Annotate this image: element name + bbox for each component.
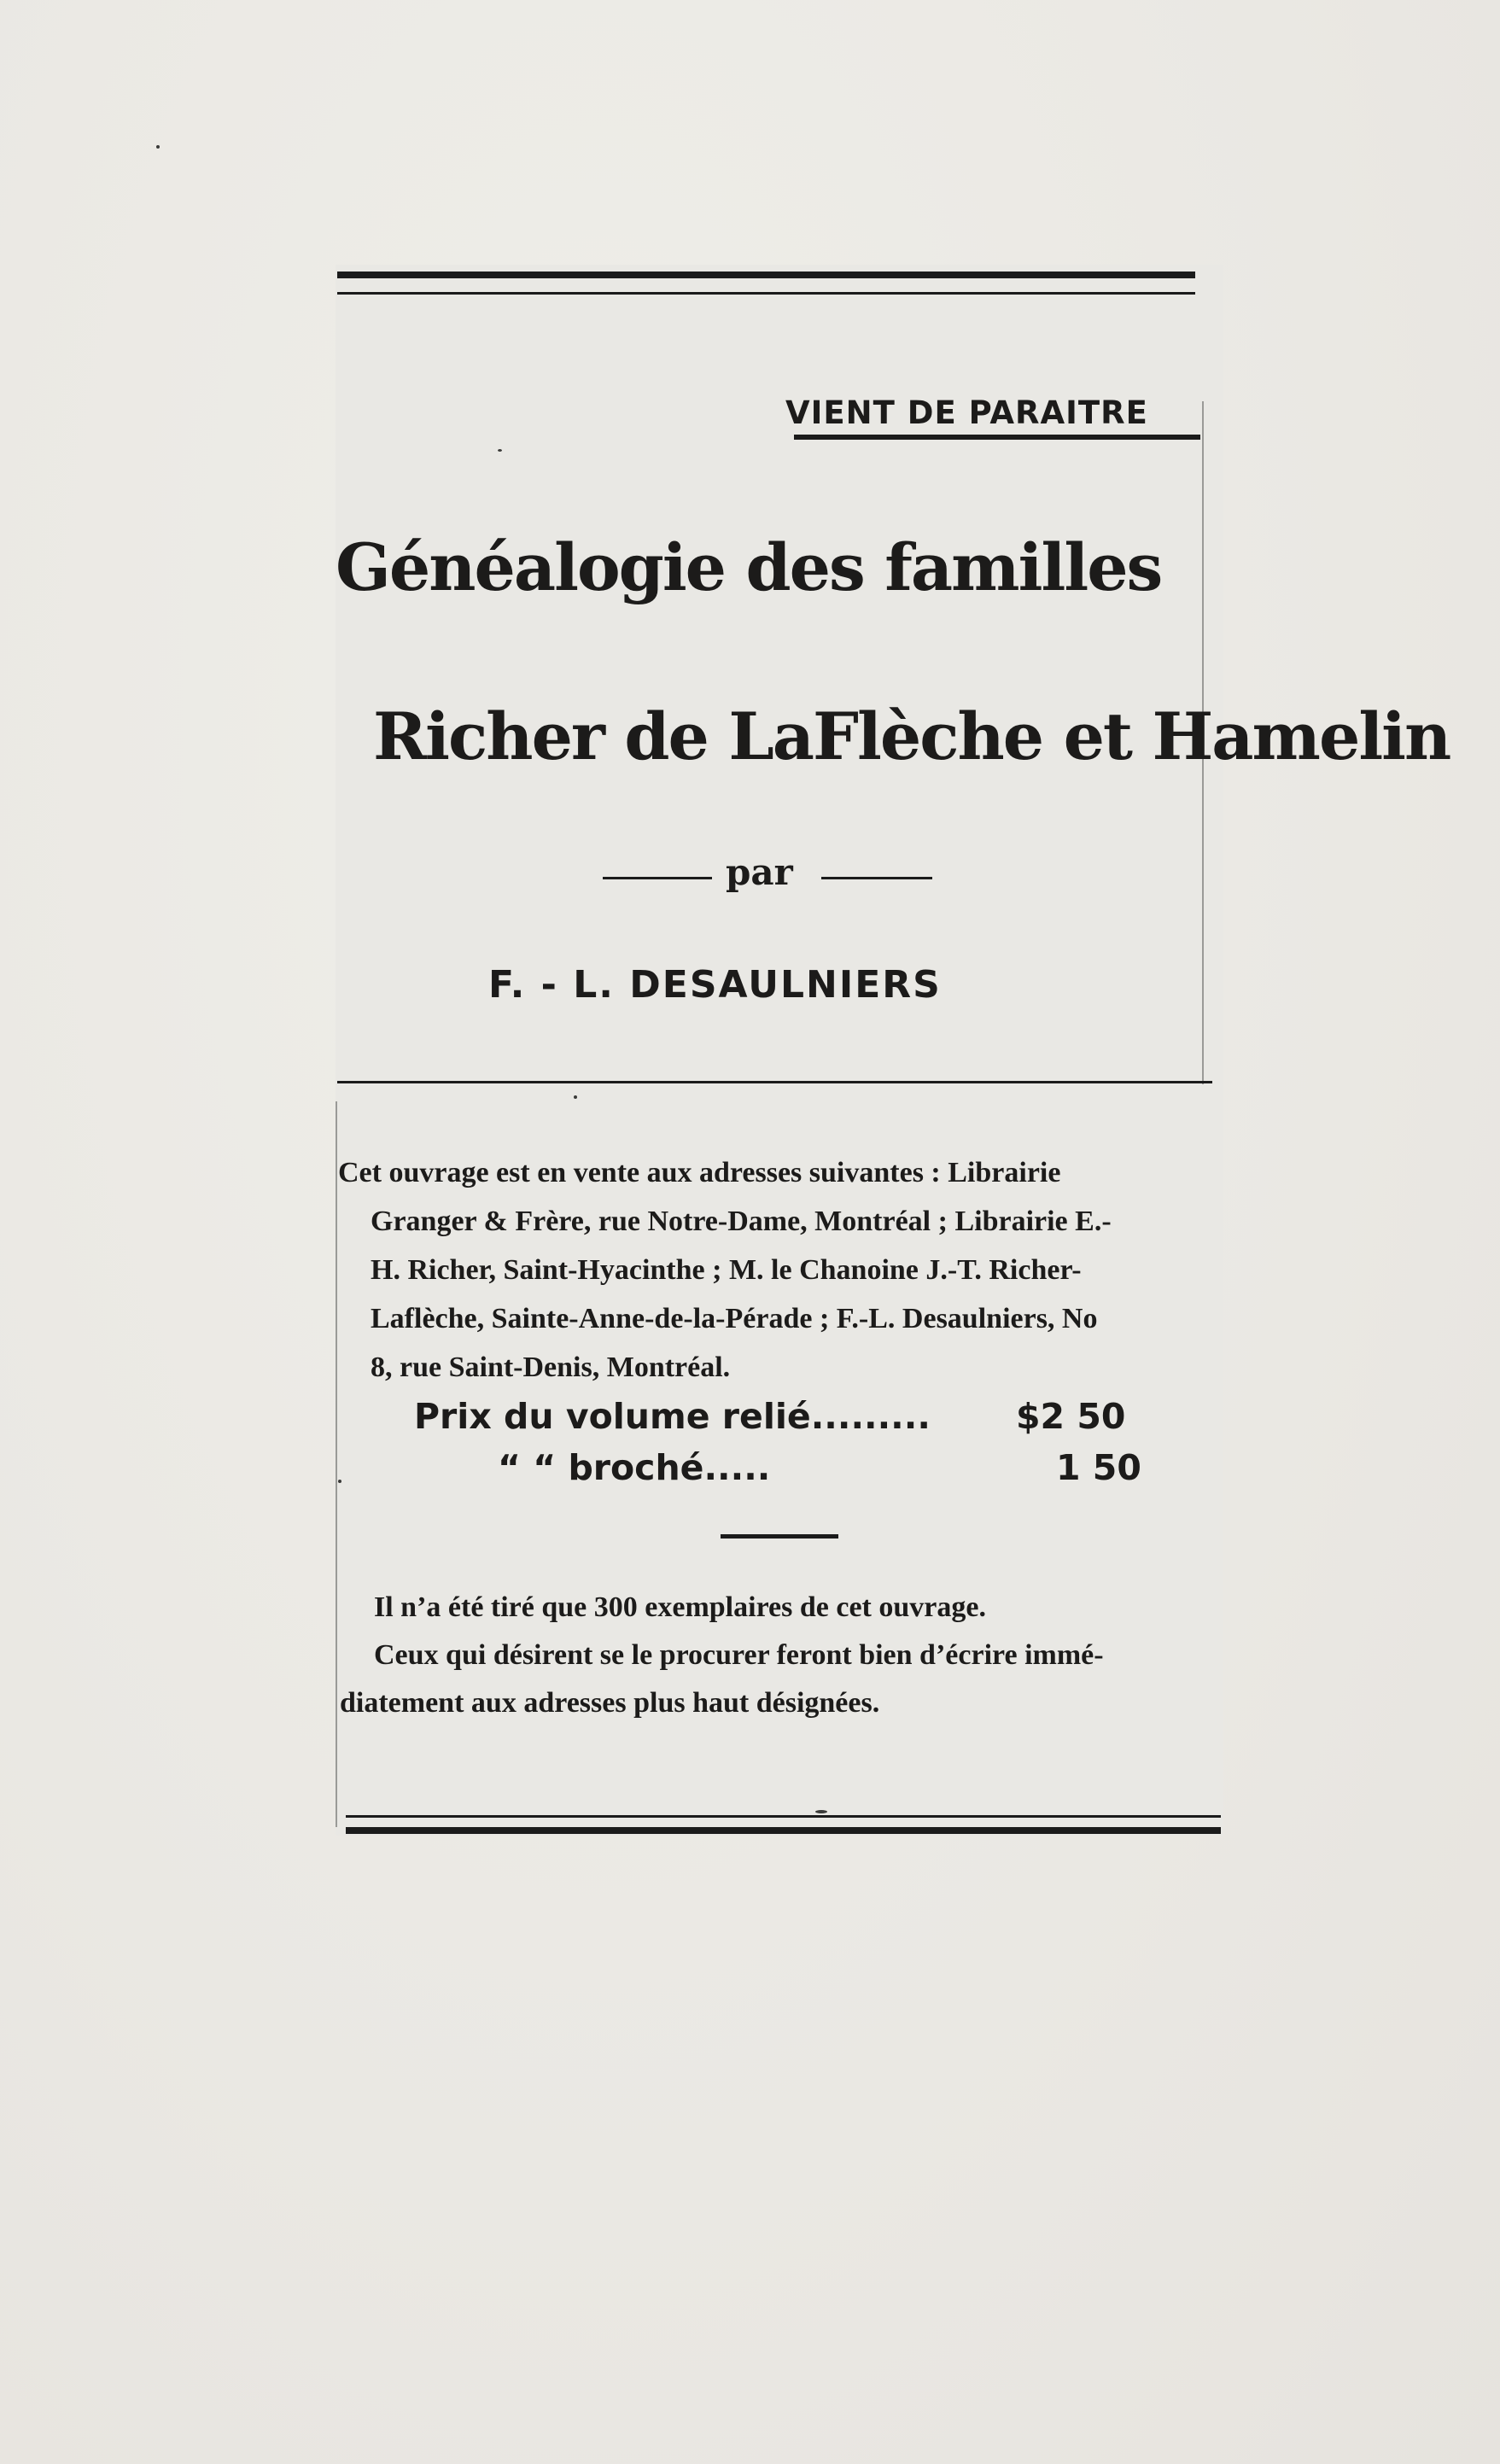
paper-speck — [815, 1810, 827, 1813]
print-run-note — [340, 1584, 1236, 1727]
price-label: “ “ broché..... — [498, 1447, 771, 1488]
kicker-heading: VIENT DE PARAITRE — [785, 394, 1148, 431]
byline-dash-left — [603, 877, 712, 879]
availability-line: Laflèche, Sainte-Anne-de-la-Pérade ; F.-L. Desaulniers, No — [371, 1303, 1098, 1334]
byline-separator — [598, 851, 939, 894]
section-divider — [337, 1081, 1212, 1083]
price-amount: $2 50 — [1016, 1396, 1126, 1437]
note-line: diatement aux adresses plus haut désignées. — [340, 1687, 880, 1719]
availability-paragraph — [338, 1148, 1226, 1392]
note-line: Ceux qui désirent se le procurer feront bien d’écrire immé- — [374, 1639, 1104, 1671]
availability-line: 8, rue Saint-Denis, Montréal. — [371, 1352, 731, 1383]
note-line: Il n’a été tiré que 300 exemplaires de cet ouvrage. — [374, 1591, 986, 1623]
clipping-left-edge — [336, 1101, 337, 1827]
byline-word: par — [726, 851, 793, 893]
bottom-rule-thin — [346, 1815, 1221, 1818]
top-rule-thin — [337, 292, 1195, 295]
availability-line: H. Richer, Saint-Hyacinthe ; M. le Chanoine J.-T. Richer- — [371, 1254, 1082, 1286]
short-divider — [721, 1534, 838, 1539]
author-name: F. - L. DESAULNIERS — [488, 963, 942, 1007]
price-label: Prix du volume relié......... — [414, 1396, 931, 1437]
paper-speck — [574, 1095, 577, 1099]
book-title-line-1: Généalogie des familles — [336, 529, 1162, 605]
top-rule-thick — [337, 272, 1195, 278]
price-amount: 1 50 — [1056, 1447, 1141, 1488]
kicker-underline — [794, 435, 1200, 440]
availability-line: Cet ouvrage est en vente aux adresses suivantes : Librairie — [338, 1157, 1061, 1188]
byline-dash-right — [821, 877, 932, 879]
bottom-rule-thick — [346, 1827, 1221, 1834]
book-title-line-2: Richer de LaFlèche et Hamelin — [373, 698, 1450, 774]
availability-line: Granger & Frère, rue Notre-Dame, Montréal ; Librairie E.- — [371, 1206, 1112, 1237]
paper-speck — [338, 1480, 341, 1483]
paper-speck — [156, 145, 160, 149]
paper-speck — [498, 449, 502, 452]
